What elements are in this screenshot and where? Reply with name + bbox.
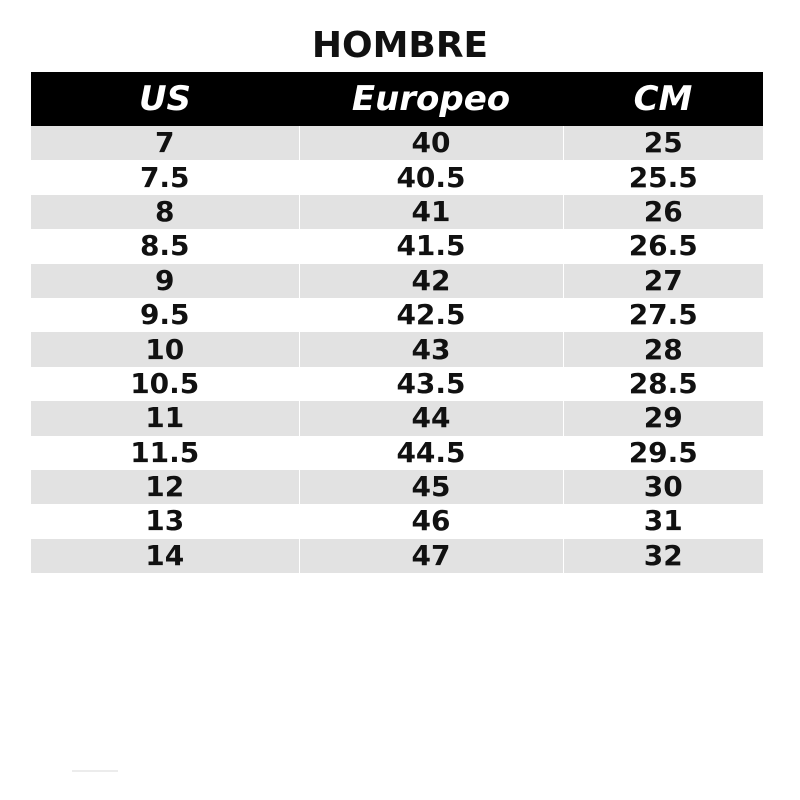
cell-europeo: 40.5	[299, 160, 563, 194]
cell-us: 7.5	[139, 160, 190, 194]
table-body	[31, 126, 763, 573]
table-row	[31, 195, 763, 229]
cell-us: 14	[31, 539, 299, 573]
cell-europeo: 41	[299, 195, 563, 229]
table-row	[31, 229, 763, 263]
table-row	[31, 436, 763, 470]
cell-us: 7	[31, 126, 299, 160]
cell-europeo: 44.5	[299, 436, 563, 470]
footer-divider	[72, 770, 118, 772]
cell-us: 9	[31, 264, 299, 298]
cell-europeo: 41.5	[299, 229, 563, 263]
cell-cm: 29	[563, 401, 763, 435]
table-header	[31, 72, 763, 126]
cell-europeo: 43.5	[299, 367, 563, 401]
table-row	[31, 126, 763, 160]
cell-us: 13	[145, 504, 185, 538]
header-cm: CM	[563, 72, 763, 126]
cell-europeo: 42	[299, 264, 563, 298]
cell-cm: 25	[563, 126, 763, 160]
table-row	[31, 298, 763, 332]
table-row	[31, 367, 763, 401]
table-row	[31, 539, 763, 573]
cell-cm: 32	[563, 539, 763, 573]
cell-cm: 26.5	[563, 229, 763, 263]
table-row	[31, 264, 763, 298]
table-row	[31, 332, 763, 366]
size-chart-table	[31, 72, 763, 573]
cell-europeo: 46	[299, 504, 563, 538]
cell-us: 10	[31, 332, 299, 366]
cell-us: 12	[31, 470, 299, 504]
page-title: HOMBRE	[311, 25, 489, 66]
cell-us: 10.5	[130, 366, 200, 400]
cell-cm: 28.5	[563, 367, 763, 401]
table-row	[31, 160, 763, 194]
cell-europeo: 42.5	[299, 298, 563, 332]
cell-europeo: 40	[299, 126, 563, 160]
cell-cm: 26	[563, 195, 763, 229]
cell-us: 8.5	[139, 229, 190, 263]
cell-us: 11	[31, 401, 299, 435]
cell-europeo: 45	[299, 470, 563, 504]
table-row	[31, 504, 763, 538]
cell-cm: 27	[563, 264, 763, 298]
table-row	[31, 401, 763, 435]
cell-europeo: 44	[299, 401, 563, 435]
cell-europeo: 43	[299, 332, 563, 366]
header-row	[31, 72, 763, 126]
cell-cm: 29.5	[563, 436, 763, 470]
header-europeo: Europeo	[299, 72, 563, 126]
cell-us: 8	[31, 195, 299, 229]
cell-cm: 28	[563, 332, 763, 366]
cell-cm: 25.5	[563, 160, 763, 194]
cell-cm: 31	[563, 504, 763, 538]
cell-us: 11.5	[130, 435, 200, 469]
cell-cm: 27.5	[563, 298, 763, 332]
cell-europeo: 47	[299, 539, 563, 573]
header-us: US	[31, 72, 299, 126]
cell-us: 9.5	[139, 298, 190, 332]
table-row	[31, 470, 763, 504]
cell-cm: 30	[563, 470, 763, 504]
